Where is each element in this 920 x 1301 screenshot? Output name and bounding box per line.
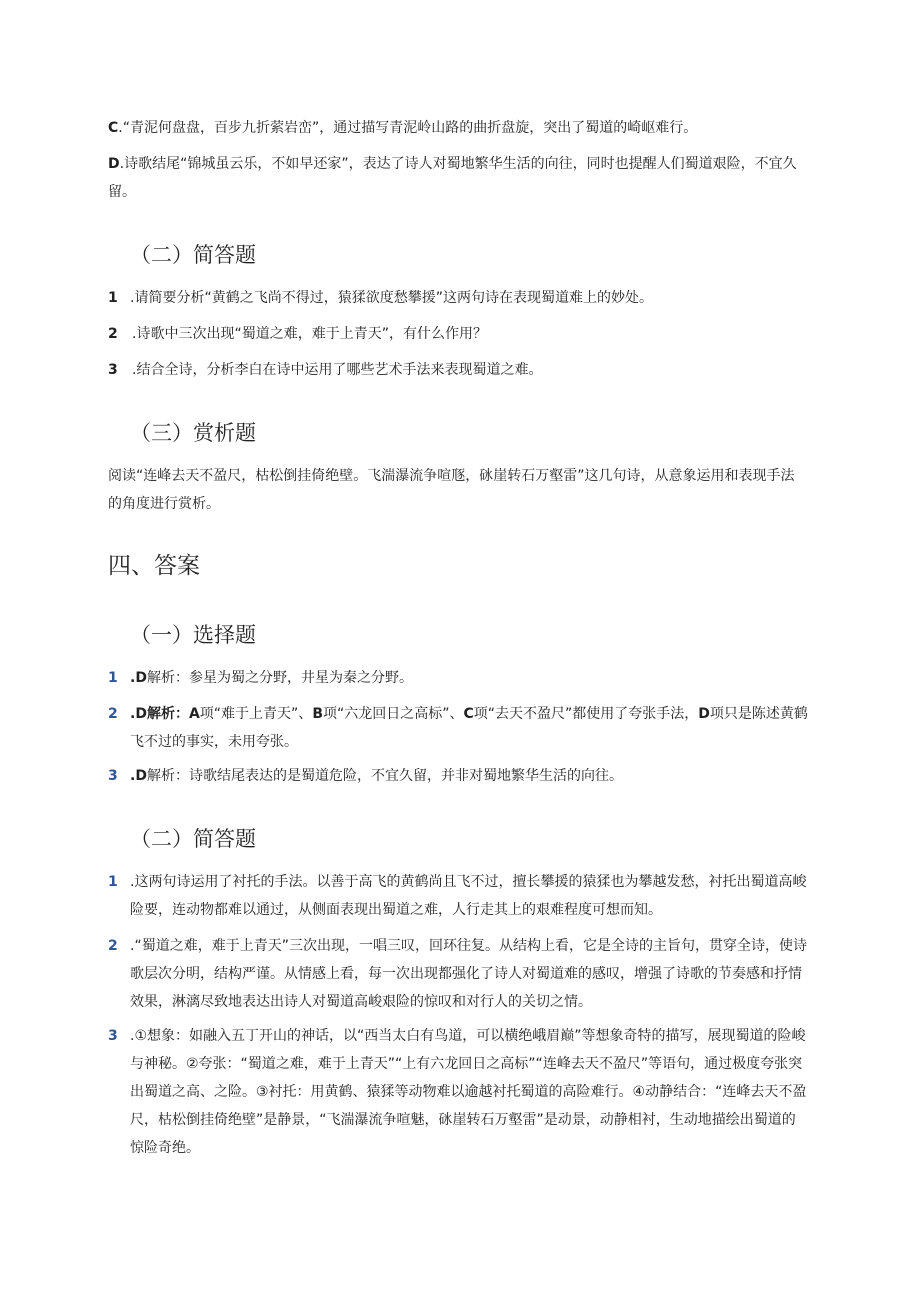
answer-choice: .D xyxy=(130,670,147,686)
question-text: .请简要分析“黄鹤之飞尚不得过，猿猱欲度愁攀援”这两句诗在表现蜀道难上的妙处。 xyxy=(130,290,653,306)
choice-d xyxy=(108,150,808,206)
answer-explanation: 解析：参星为蜀之分野，井星为秦之分野。 xyxy=(146,670,413,686)
answer-number: 3 xyxy=(108,768,118,784)
answer-number: 2 xyxy=(108,938,118,954)
answer-number: 3 xyxy=(108,1028,118,1044)
answer-text: .这两句诗运用了衬托的手法。以善于高飞的黄鹤尚且飞不过，擅长攀援的猿猱也为攀越发愁，衬托出蜀道高峻险要，连动物都难以通过，从侧面表现出蜀道之难，人行走其上的艰难程度可想而知。 xyxy=(130,874,807,918)
choice-c-letter: C xyxy=(108,120,119,136)
answer-number: 1 xyxy=(108,670,118,686)
question-item xyxy=(108,356,808,384)
answer-explanation: 项“去天不盈尺”都使用了夸张手法， xyxy=(473,706,699,722)
answer-explanation: 项“难于上青天”、 xyxy=(199,706,313,722)
appreciation-heading: （三）赏析题 xyxy=(130,421,256,445)
option-letter: B xyxy=(312,706,323,722)
question-item xyxy=(108,320,808,348)
choice-d-letter: D xyxy=(108,156,120,172)
answer-explanation: 项“六龙回日之高标”、 xyxy=(322,706,464,722)
answer-explanation: 项只是陈述黄鹤飞不过的事实，未用夸张。 xyxy=(130,706,808,750)
short-answers-heading: （二）简答题 xyxy=(130,827,256,851)
answer-choice: .D xyxy=(130,706,147,722)
mc-answer-item xyxy=(108,664,808,692)
option-letter: A xyxy=(188,706,200,722)
mc-answer-item xyxy=(108,762,808,790)
question-item xyxy=(108,284,808,312)
question-text: .诗歌中三次出现“蜀道之难，难于上青天”，有什么作用？ xyxy=(132,326,487,342)
short-answer-item xyxy=(108,932,808,1016)
question-number: 3 xyxy=(108,362,118,378)
question-text: .结合全诗，分析李白在诗中运用了哪些艺术手法来表现蜀道之难。 xyxy=(132,362,543,378)
option-letter: C xyxy=(463,706,474,722)
short-answer-item xyxy=(108,868,808,924)
answer-text: .“蜀道之难，难于上青天”三次出现，一唱三叹，回环往复。从结构上看，它是全诗的主旨句，贯穿全诗，使诗歌层次分明，结构严谨。从情感上看，每一次出现都强化了诗人对蜀道难的感叹，增强了诗歌的节奏感和抒情效果，淋漓尽致地表达出诗人对蜀道高峻艰险的惊叹和对行人的关切之情。 xyxy=(130,938,807,1010)
answer-choice: .D xyxy=(130,768,147,784)
question-number: 2 xyxy=(108,326,118,342)
answer-number: 2 xyxy=(108,706,118,722)
answer-explanation: 解析：诗歌结尾表达的是蜀道危险，不宜久留，并非对蜀地繁华生活的向往。 xyxy=(146,768,623,784)
mc-answers-heading: （一）选择题 xyxy=(130,623,256,647)
answer-number: 1 xyxy=(108,874,118,890)
choice-c xyxy=(108,114,808,142)
mc-answer-item xyxy=(108,700,808,756)
answer-text: .①想象：如融入五丁开山的神话，以“西当太白有鸟道，可以横绝峨眉巅”等想象奇特的描写，展现蜀道的险峻与神秘。②夸张：“蜀道之难，难于上青天”“上有六龙回日之高标”“连峰去天不盈尺”等语句，通过极度夸张突出蜀道之高、之险。③衬托：用黄鹤、猿猱等动物难以逾越衬托蜀道的高险难行。④动静结合：“连峰去天不盈尺，枯松倒挂倚绝壁”是静景，“飞湍瀑流争喧魅，砯崖转石万壑雷”是动景，动静相衬，生动地描绘出蜀道的惊险奇绝。 xyxy=(130,1028,807,1156)
question-number: 1 xyxy=(108,290,118,306)
choice-c-text: .“青泥何盘盘，百步九折萦岩峦”，通过描写青泥岭山路的曲折盘旋，突出了蜀道的崎岖难行。 xyxy=(118,120,698,136)
short-answer-item xyxy=(108,1022,808,1162)
choice-d-text: .诗歌结尾“锦城虽云乐，不如早还家”，表达了诗人对蜀地繁华生活的向往，同时也提醒人们蜀道艰险，不宜久留。 xyxy=(108,156,797,200)
short-answer-heading: （二）简答题 xyxy=(130,243,256,267)
answers-heading: 四、答案 xyxy=(108,553,200,579)
option-letter: D xyxy=(698,706,710,722)
appreciation-text: 阅读“连峰去天不盈尺，枯松倒挂倚绝壁。飞湍瀑流争喧豗，砯崖转石万壑雷”这几句诗，从意象运用和表现手法的角度进行赏析。 xyxy=(108,468,795,512)
answer-explanation-label: 解析： xyxy=(146,706,189,722)
